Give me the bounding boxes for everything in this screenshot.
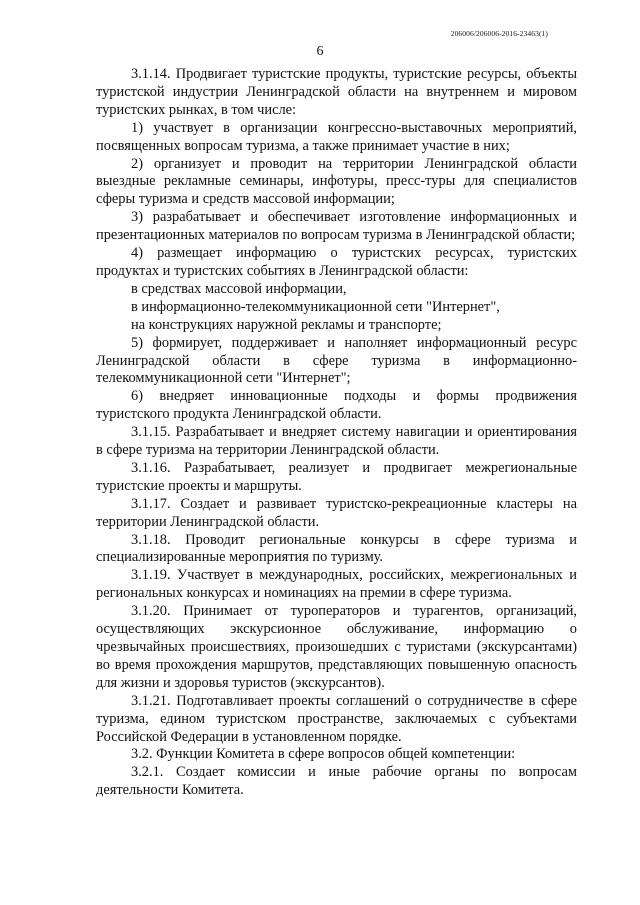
paragraph-3-1-18: 3.1.18. Проводит региональные конкурсы в сфере туризма и специализированные мероприятия по туризму. xyxy=(96,531,577,566)
page-number: 6 xyxy=(316,44,324,59)
sub-item-mass-media: в средствах массовой информации, xyxy=(131,280,347,297)
paragraph-3-1-20: 3.1.20. Принимает от туроператоров и турагентов, организаций, осуществляющих экскурсионное обслуживание, информацию о чрезвычайных происшествиях, произошедших с туристами (экскурсантами) во время прохождения маршрутов, представляющих повышенную опасность для жизни и здоровья туристов (экскурсантов). xyxy=(96,603,577,691)
list-item-5: 5) формирует, поддерживает и наполняет информационный ресурс Ленинградской области в сфере туризма в информационно-телекоммуникационной сети "Интернет"; xyxy=(96,334,577,387)
list-item-2: 2) организует и проводит на территории Ленинградской области выездные рекламные семинары, инфотуры, пресс-туры для специалистов сферы туризма и средств массовой информации; xyxy=(96,155,577,208)
paragraph-3-2-1: 3.2.1. Создает комиссии и иные рабочие органы по вопросам деятельности Комитета. xyxy=(96,764,577,799)
document-id: 206006/206006-2016-23463(1) xyxy=(450,29,548,38)
paragraph-3-1-17: 3.1.17. Создает и развивает туристско-рекреационные кластеры на территории Ленинградской области. xyxy=(96,495,577,530)
paragraph-3-1-14: 3.1.14. Продвигает туристские продукты, туристские ресурсы, объекты туристской индустрии Ленинградской области на внутреннем и мировом туристских рынках, в том числе: xyxy=(96,66,577,118)
paragraph-3-1-19: 3.1.19. Участвует в международных, российских, межрегиональных и региональных конкурсах и номинациях на премии в сфере туризма. xyxy=(96,567,577,602)
document-body xyxy=(96,66,577,800)
sub-item-outdoor-ads: на конструкциях наружной рекламы и транспорте; xyxy=(131,316,442,333)
paragraph-3-1-21: 3.1.21. Подготавливает проекты соглашений о сотрудничестве в сфере туризма, едином туристском пространстве, заключаемых с субъектами Российской Федерации в установленном порядке. xyxy=(96,692,577,745)
paragraph-3-1-16: 3.1.16. Разрабатывает, реализует и продвигает межрегиональные туристские проекты и маршруты. xyxy=(96,459,577,494)
sub-item-internet: в информационно-телекоммуникационной сети "Интернет", xyxy=(131,298,500,315)
list-item-6: 6) внедряет инновационные подходы и формы продвижения туристского продукта Ленинградской области. xyxy=(96,388,577,423)
list-item-4: 4) размещает информацию о туристских ресурсах, туристских продуктах и туристских событиях в Ленинградской области: xyxy=(96,245,577,279)
section-3-2-heading: 3.2. Функции Комитета в сфере вопросов общей компетенции: xyxy=(131,746,516,763)
list-item-3: 3) разрабатывает и обеспечивает изготовление информационных и презентационных материалов по вопросам туризма в Ленинградской области; xyxy=(96,209,577,244)
list-item-1: 1) участвует в организации конгрессно-выставочных мероприятий, посвященных вопросам туризма, а также принимает участие в них; xyxy=(96,119,577,154)
paragraph-3-1-15: 3.1.15. Разрабатывает и внедряет систему навигации и ориентирования в сфере туризма на территории Ленинградской области. xyxy=(96,424,577,459)
